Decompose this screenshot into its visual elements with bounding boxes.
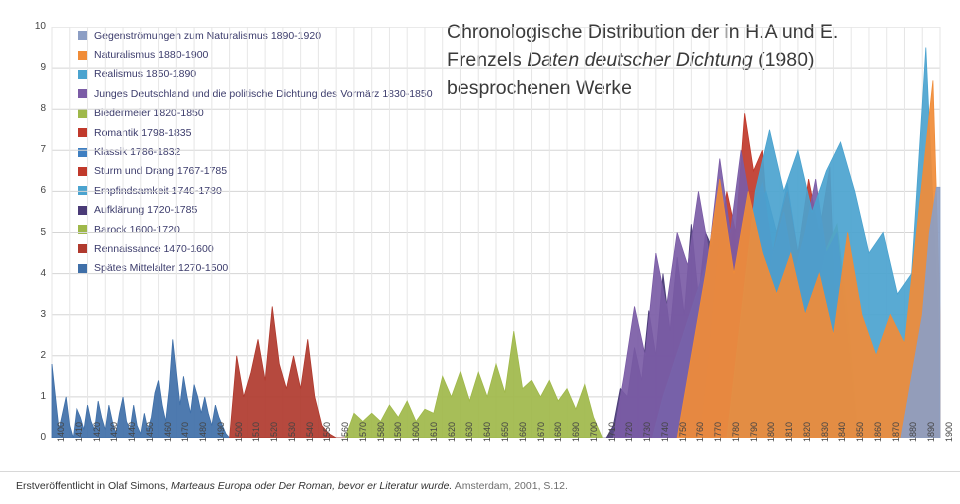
x-axis-tick-label: 1660 (517, 421, 528, 442)
y-axis-tick-label: 9 (40, 62, 46, 74)
x-axis-tick-label: 1490 (215, 421, 226, 442)
x-axis-tick-label: 1890 (926, 421, 937, 442)
x-axis-tick-label: 1740 (659, 421, 670, 442)
x-axis-tick-label: 1730 (642, 421, 653, 442)
title-line-3: besprochenen Werke (447, 77, 633, 99)
x-axis-tick-label: 1640 (482, 421, 493, 442)
footer-pre: Erstveröffentlicht in Olaf Simons, (16, 480, 172, 492)
y-axis-tick-label: 3 (40, 308, 46, 320)
x-axis-tick-label: 1670 (535, 421, 546, 442)
x-axis-tick-label: 1780 (730, 421, 741, 442)
x-axis-tick-label: 1810 (784, 421, 795, 442)
x-axis-tick-label: 1710 (606, 421, 617, 442)
x-axis-tick-label: 1630 (464, 421, 475, 442)
legend-item-label: Junges Deutschland und die politische Dichtung des Vormärz 1830-1850 (94, 87, 433, 100)
x-axis-tick-label: 1430 (109, 421, 120, 442)
x-axis-tick-label: 1840 (837, 421, 848, 442)
x-axis-tick-label: 1530 (286, 421, 297, 442)
x-axis-tick-label: 1500 (233, 421, 244, 442)
x-axis-tick-label: 1410 (73, 421, 84, 442)
x-axis-tick-label: 1550 (322, 421, 333, 442)
x-axis-tick-label: 1620 (446, 421, 457, 442)
x-axis-tick-label: 1600 (411, 421, 422, 442)
x-axis-tick-label: 1540 (304, 421, 315, 442)
x-axis-tick-label: 1450 (144, 421, 155, 442)
x-axis-tick-label: 1800 (766, 421, 777, 442)
x-axis-tick-label: 1700 (588, 421, 599, 442)
y-axis-tick-label: 8 (40, 103, 46, 115)
y-axis-tick-label: 1 (40, 390, 46, 402)
x-axis-tick-label: 1510 (251, 421, 262, 442)
x-axis-tick-label: 1440 (127, 421, 138, 442)
legend-item-label: Realismus 1850-1890 (94, 68, 197, 81)
x-axis-tick-label: 1820 (801, 421, 812, 442)
chart-plot-area (34, 21, 954, 443)
x-axis-tick-label: 1860 (872, 421, 883, 442)
title-line-1: Chronologische Distribution der in H.A und E. (447, 21, 839, 43)
x-axis-tick-label: 1400 (56, 421, 66, 442)
x-axis-tick-label: 1590 (393, 421, 404, 442)
x-axis-tick-label: 1770 (713, 421, 724, 442)
x-axis-tick-label: 1690 (571, 421, 582, 442)
x-axis-tick-label: 1680 (553, 421, 564, 442)
x-axis-tick-label: 1420 (91, 421, 102, 442)
y-axis-tick-label: 2 (40, 349, 46, 361)
x-axis-tick-label: 1570 (357, 421, 368, 442)
x-axis-tick-label: 1610 (428, 421, 439, 442)
legend-item-label: Romantik 1798-1835 (94, 126, 192, 139)
x-axis-tick-label: 1870 (890, 421, 901, 442)
x-axis-tick-label: 1750 (677, 421, 688, 442)
y-axis-tick-label: 0 (40, 432, 46, 443)
x-axis-tick-label: 1560 (340, 421, 351, 442)
x-axis-tick-label: 1720 (624, 421, 635, 442)
footer-italic: Marteaus Europa oder Der Roman, bevor er Literatur wurde. (171, 480, 453, 492)
x-axis-tick-label: 1850 (855, 421, 866, 442)
x-axis-tick-label: 1460 (162, 421, 173, 442)
chart-svg (36, 27, 944, 438)
title-line-2-italic: Daten deutscher Dichtung (527, 49, 753, 71)
x-axis-tick-label: 1880 (908, 421, 919, 442)
legend-item-label: Aufklärung 1720-1785 (94, 204, 198, 217)
x-axis-tick-label: 1650 (500, 421, 510, 442)
legend-item-label: Gegenströmungen zum Naturalismus 1890-1920 (94, 29, 322, 42)
legend-item-label: Sturm und Drang 1767-1785 (94, 165, 228, 178)
x-axis-tick-label: 1480 (198, 421, 209, 442)
y-axis-tick-label: 7 (40, 144, 46, 156)
y-axis-tick-label: 4 (40, 267, 46, 279)
title-line-2-post: (1980) (752, 49, 815, 71)
legend-item-label: Barock 1600-1720 (94, 223, 180, 236)
x-axis-tick-label: 1470 (180, 421, 191, 442)
legend-item-label: Empfindsamkeit 1740-1780 (94, 184, 222, 197)
y-axis-tick-label: 6 (40, 185, 46, 197)
legend-item-label: Rennaissance 1470-1600 (94, 242, 214, 255)
y-axis-tick-label: 10 (34, 21, 46, 32)
legend-item-label: Biedermeier 1820-1850 (94, 107, 204, 120)
x-axis-tick-label: 1790 (748, 421, 759, 442)
legend-item-label: Naturalismus 1880-1900 (94, 49, 209, 62)
x-axis-tick-label: 1520 (269, 421, 280, 442)
x-axis-tick-label: 1900 (944, 421, 954, 442)
x-axis-tick-label: 1580 (375, 421, 386, 442)
title-line-2-pre: Frenzels (447, 49, 528, 71)
legend-item-label: Klassik 1786-1832 (94, 146, 181, 159)
footer-divider (0, 471, 960, 472)
chart-source-note (16, 480, 568, 492)
x-axis-tick-label: 1830 (819, 421, 830, 442)
legend-item-label: Spätes Mittelalter 1270-1500 (94, 262, 229, 275)
x-axis-tick-label: 1760 (695, 421, 706, 442)
y-axis-tick-label: 5 (40, 226, 46, 238)
footer-post: Amsterdam, 2001, S.12. (452, 480, 568, 492)
